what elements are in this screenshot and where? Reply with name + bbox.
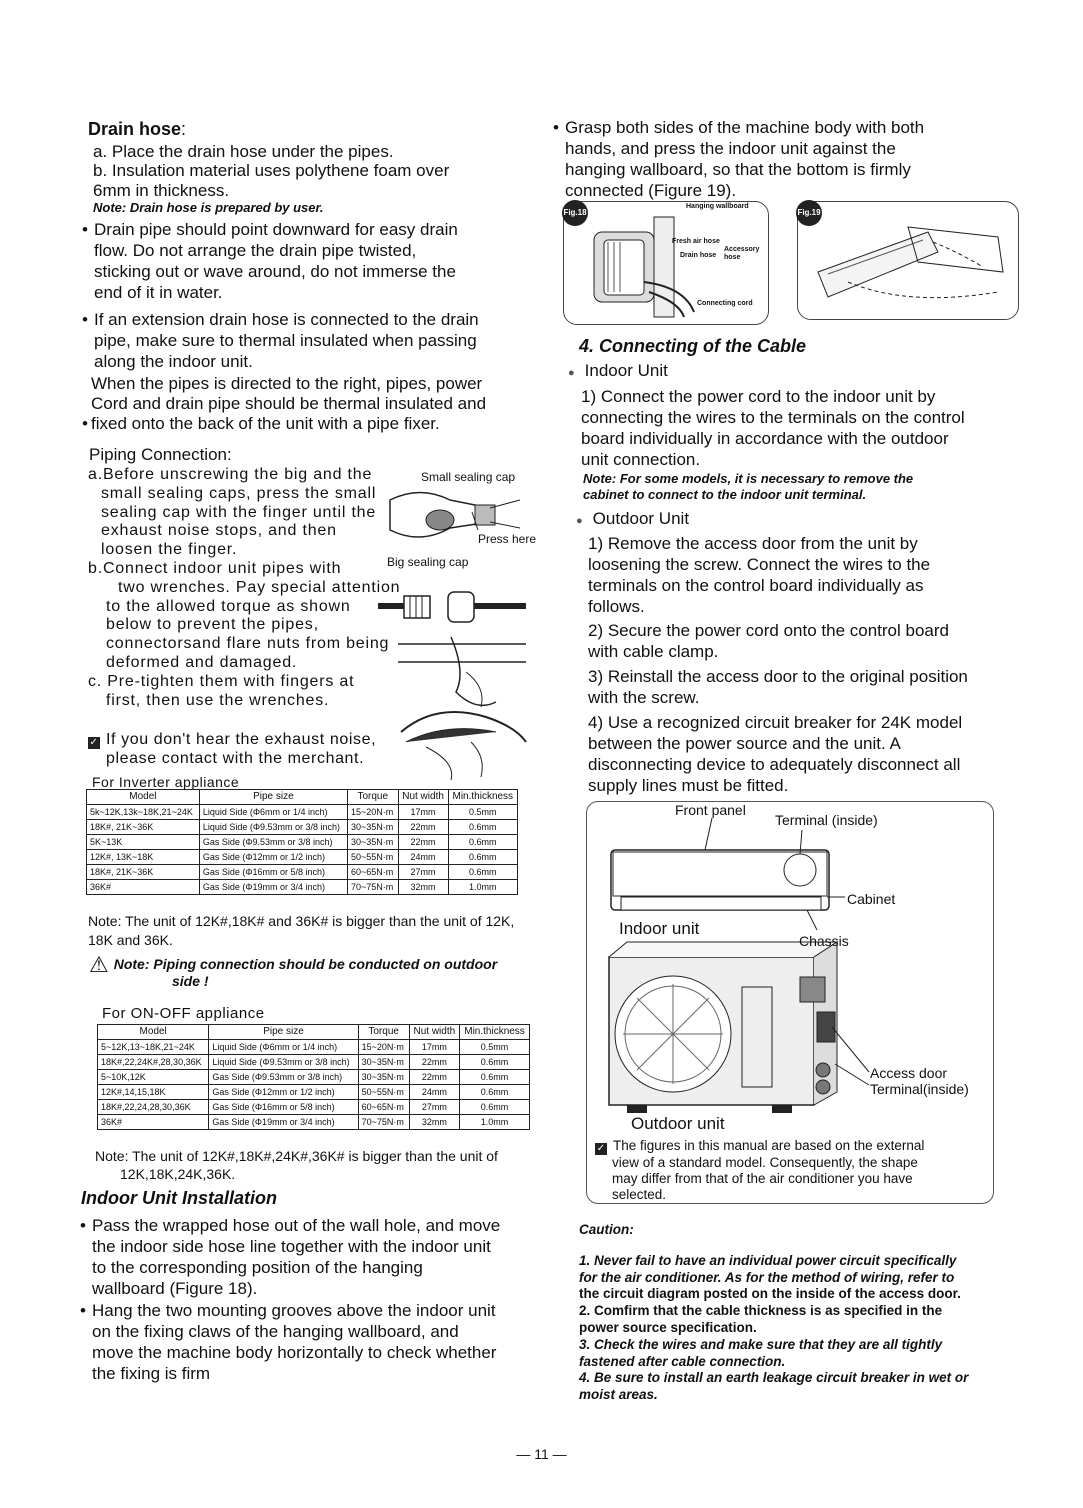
fig18-connecting-label: Connecting cord [697,300,753,307]
drain-hose-b2: 6mm in thickness. [93,181,230,200]
fig19-badge: Fig.19 [796,200,822,226]
table-row: 5k~12K,13k~18K,21~24K Liquid Side (Φ6mm or 1/4 inch) 15~20N·m 17mm 0.5mm [87,805,518,820]
cabinet-label: Cabinet [847,891,896,907]
drain-hose-b: b. Insulation material uses polythene foam over [93,161,450,180]
cable-title: 4. Connecting of the Cable [579,336,807,356]
chassis-label: Chassis [799,933,849,949]
pipes-paragraph: When the pipes is directed to the right, pipes, power Cord and drain pipe should be thermal insulated and • fixed onto the back of the unit with a pipe fixer. [82,374,487,433]
table-header-row: Model Pipe size Torque Nut width Min.thickness [87,790,518,805]
unit-diagram [586,801,994,1204]
bullet-drain-pipe: • Drain pipe should point downward for easy drain flow. Do not arrange the drain pipe twisted, sticking out or wave around, do not immerse the end of it in water. [82,220,458,302]
inverter-title: For Inverter appliance [92,774,240,790]
wrench-figure [396,632,528,782]
indoor-unit-title: ● Indoor Unit [568,361,668,380]
table-row: 36K# Gas Side (Φ19mm or 3/4 inch) 70~75N·m 32mm 1.0mm [87,880,518,895]
table-row: 18K#,22,24K#,28,30,36K Liquid Side (Φ9.53mm or 3/8 inch) 30~35N·m 22mm 0.6mm [98,1055,530,1070]
table-row: 18K#, 21K~36K Gas Side (Φ16mm or 5/8 inch) 60~65N·m 27mm 0.6mm [87,865,518,880]
caution-title: Caution: [579,1222,634,1237]
install-bullet-2: • Hang the two mounting grooves above the indoor unit on the fixing claws of the hanging wallboard, and move the machine body horizontally to check whether the fixing is firm [80,1301,497,1383]
fig18-accessory-label: Accessory hose [724,246,760,261]
onoff-note: Note: The unit of 12K#,18K#,24K#,36K# is bigger than the unit of 12K,18K,24K,36K. [95,1148,498,1182]
figure-19 [797,201,1019,320]
outdoor-unit-label: Outdoor unit [631,1114,725,1133]
pipe-connectors-figure [376,588,528,628]
small-sealing-cap-label: Small sealing cap [421,470,516,484]
circle-bullet-icon: ● [568,367,575,379]
table-row: 5~12K,13~18K,21~24K Liquid Side (Φ6mm or 1/4 inch) 15~20N·m 17mm 0.5mm [98,1040,530,1055]
indoor-unit-note: Note: For some models, it is necessary to remove the cabinet to connect to the indoor unit terminal. [583,471,914,502]
indoor-installation-title: Indoor Unit Installation [81,1188,277,1208]
inverter-note: Note: The unit of 12K#,18K# and 36K# is bigger than the unit of 12K, 18K and 36K. [88,913,515,948]
press-here-label: Press here [478,532,537,546]
indoor-unit-label: Indoor unit [619,919,700,938]
page-number: — 11 — [516,1446,567,1462]
onoff-title: For ON-OFF appliance [102,1005,265,1022]
terminal-inside2-label: Terminal(inside) [870,1081,969,1097]
fig18-fresh-label: Fresh air hose [672,238,720,245]
onoff-table [97,1024,530,1130]
outdoor-step-1: 1) Remove the access door from the unit by loosening the screw. Connect the wires to the terminals on the control board individually as follows. [588,534,931,616]
fig18-badge: Fig.18 [562,200,588,226]
note-icon: ✓ [596,1143,606,1154]
terminal-inside-label: Terminal (inside) [775,812,878,828]
outdoor-unit-title: ● Outdoor Unit [576,509,690,528]
table-row: 36K# Gas Side (Φ19mm or 3/4 inch) 70~75N·m 32mm 1.0mm [98,1115,530,1130]
piping-instructions: a.Before unscrewing the big and the small sealing caps, press the small sealing cap with the finger until the exhaust noise stops, and then loosen the finger. b.Connect indoor unit pipes with two wrenches. Pay special attention to the allowed torque as shown below to prevent the pipes, connectorsand flare nuts from being deformed and damaged. c. Pre-tighten them with fingers at first, then use the wrenches. [88,466,401,709]
table-row: 18K#,22,24,28,30,36K Gas Side (Φ16mm or 5/8 inch) 60~65N·m 27mm 0.6mm [98,1100,530,1115]
bullet-extension-hose: • If an extension drain hose is connected to the drain pipe, make sure to thermal insulated when passing along the indoor unit. [82,310,479,371]
access-door-label: Access door [870,1065,948,1081]
table-row: 12K#,14,15,18K Gas Side (Φ12mm or 1/2 inch) 50~55N·m 24mm 0.6mm [98,1085,530,1100]
drain-hose-a: a. Place the drain hose under the pipes. [93,142,394,161]
outdoor-step-3: 3) Reinstall the access door to the original position with the screw. [588,667,968,707]
outdoor-step-2: 2) Secure the power cord onto the control board with cable clamp. [588,621,949,661]
table-header-row: Model Pipe size Torque Nut width Min.thickness [98,1025,530,1040]
note-icon: ✓ [89,737,99,748]
fig18-hanging-label: Hanging wallboard [686,203,749,210]
fig18-drain-label: Drain hose [680,252,717,259]
indoor-unit-text: 1) Connect the power cord to the indoor unit by connecting the wires to the terminals on the control board individually in accordance with the outdoor unit connection. [581,387,965,469]
circle-bullet-icon: ● [576,515,583,527]
grasp-bullet: • Grasp both sides of the machine body with both hands, and press the indoor unit against the hanging wallboard, so that the bottom is firmly connected (Figure 19). [553,118,925,200]
caution-block: Caution: 1. Never fail to have an individual power circuit specifically for the air conditioner. As for the method of wiring, refer to the circuit diagram posted on the inside of the access door. 2. Comfirm that the cable thickness is as specified in the power source specification. 3. Check the wires and make sure that they are all tightly fastened after cable connection. 4. Be sure to install an earth leakage circuit breaker in wet or moist areas. [579,1222,969,1403]
table-row: 18K#, 21K~36K Liquid Side (Φ9.53mm or 3/8 inch) 30~35N·m 22mm 0.6mm [87,820,518,835]
exhaust-note: ✓ If you don't hear the exhaust noise, please contact with the merchant. [89,731,377,767]
drain-hose-note: Note: Drain hose is prepared by user. [93,200,324,215]
table-row: 5~10K,12K Gas Side (Φ9.53mm or 3/8 inch) 30~35N·m 22mm 0.6mm [98,1070,530,1085]
figures-note: ✓ The figures in this manual are based on the external view of a standard model. Consequently, the shape may differ from that of the air conditioner you have selected. [596,1138,925,1202]
table-row: 12K#, 13K~18K Gas Side (Φ12mm or 1/2 inch) 50~55N·m 24mm 0.6mm [87,850,518,865]
install-bullet-1: • Pass the wrapped hose out of the wall hole, and move the indoor side hose line together with the indoor unit to the corresponding position of the hanging wallboard (Figure 18). [80,1216,501,1298]
drain-hose-title: Drain hose: [88,119,187,139]
front-panel-label: Front panel [675,802,746,818]
warning-icon: ⚠ [89,952,109,977]
table-row: 5K~13K Gas Side (Φ9.53mm or 3/8 inch) 30~35N·m 22mm 0.6mm [87,835,518,850]
inverter-table [86,789,518,895]
piping-warning: ⚠ Note: Piping connection should be conducted on outdoor side ! [89,952,498,989]
big-sealing-cap-label: Big sealing cap [387,555,469,569]
figure-18 [563,201,769,325]
fig19-drawing [808,212,1013,312]
outdoor-step-4: 4) Use a recognized circuit breaker for 24K model between the power source and the unit. A disconnecting device to adequately disconnect all supply lines must be fitted. [588,713,963,795]
piping-connection-title: Piping Connection: [89,445,232,464]
